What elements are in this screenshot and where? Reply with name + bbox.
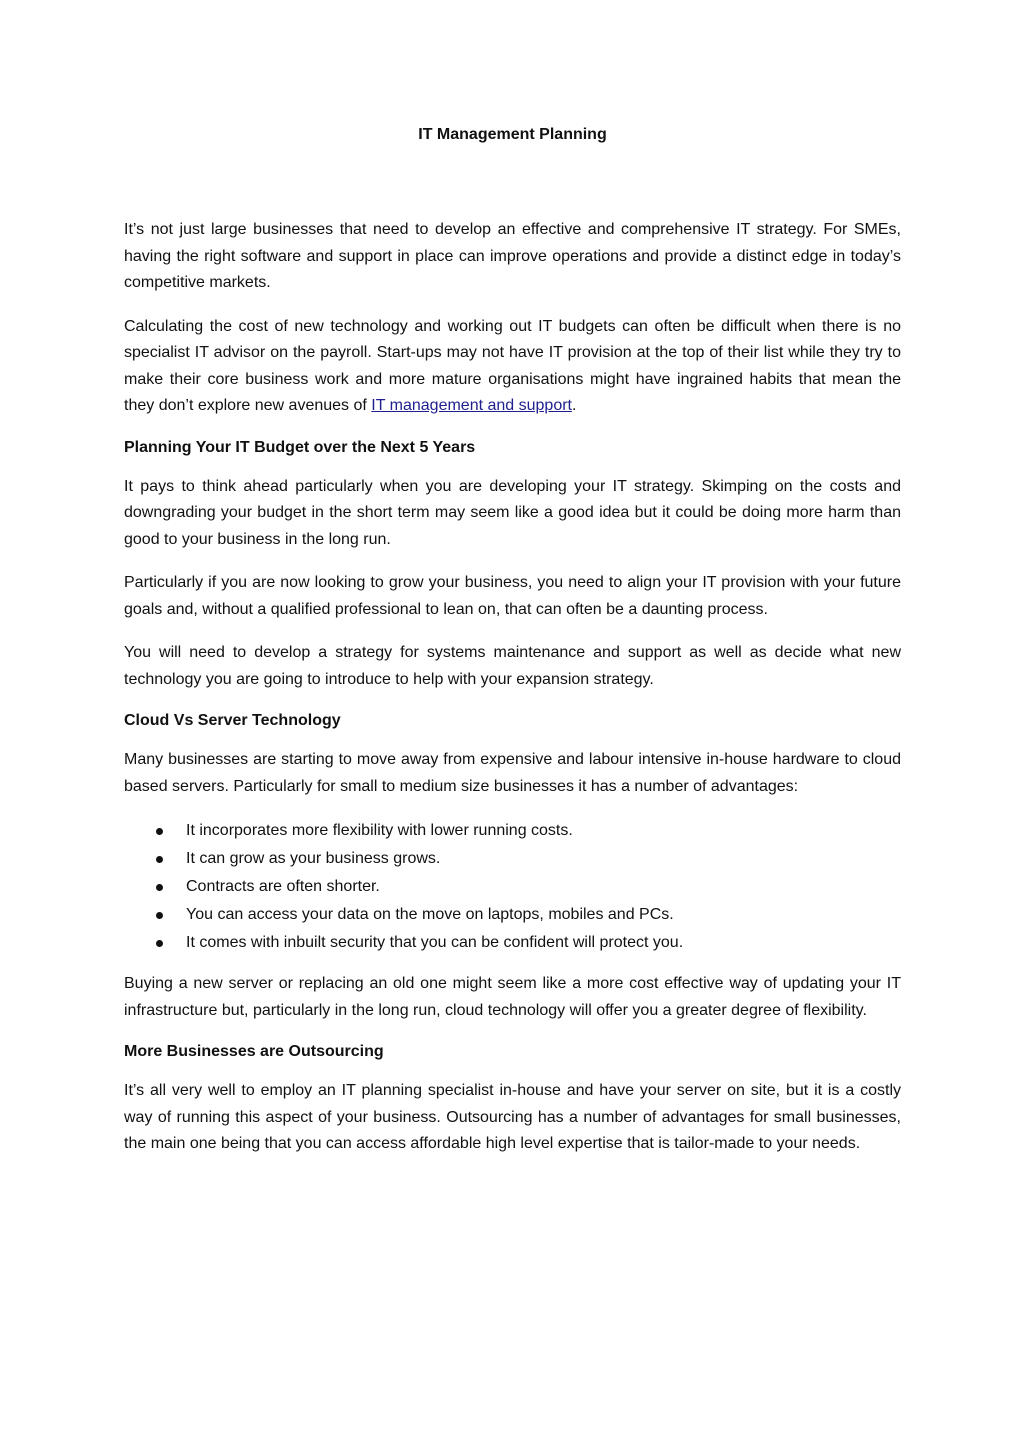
bullet-icon <box>156 912 163 919</box>
bullet-icon <box>156 940 163 947</box>
intro-paragraph-2-text: Calculating the cost of new technology and working out IT budgets can often be difficult when there is no specialist IT advisor on the payroll. Start-ups may not have IT provision at the top of their list while they try to make their core business work and more mature organisations might have ingrained habits that mean the they don’t explore new avenues of <box>124 317 901 414</box>
list-item-text: Contracts are often shorter. <box>186 878 380 895</box>
budget-paragraph-3: You will need to develop a strategy for systems maintenance and support as well as decide what new technology you are going to introduce to help with your expansion strategy. <box>124 644 901 688</box>
list-item-text: You can access your data on the move on laptops, mobiles and PCs. <box>186 906 674 923</box>
list-item-text: It can grow as your business grows. <box>186 850 441 867</box>
list-item-text: It comes with inbuilt security that you can be confident will protect you. <box>186 934 684 951</box>
list-item <box>124 901 901 929</box>
list-item <box>124 873 901 901</box>
list-item-text: It incorporates more flexibility with lower running costs. <box>186 822 573 839</box>
it-management-support-link[interactable]: IT management and support <box>371 397 572 414</box>
intro-paragraph-2-end: . <box>572 397 577 414</box>
budget-paragraph-1: It pays to think ahead particularly when you are developing your IT strategy. Skimping on the costs and downgrading your budget in the short term may seem like a good idea but it could be doing more harm than good to your business in the long run. <box>124 477 901 548</box>
cloud-heading: Cloud Vs Server Technology <box>124 712 341 729</box>
bullet-icon <box>156 884 163 891</box>
intro-paragraph-1: It’s not just large businesses that need to develop an effective and comprehensive IT strategy. For SMEs, having the right software and support in place can improve operations and provide a distinct edge in today’s competitive markets. <box>124 221 901 291</box>
budget-heading: Planning Your IT Budget over the Next 5 Years <box>124 438 476 456</box>
bullet-icon <box>156 828 163 835</box>
budget-paragraph-2: Particularly if you are now looking to grow your business, you need to align your IT provision with your future goals and, without a qualified professional to lean on, that can often be a daunting process. <box>124 574 901 618</box>
outsourcing-heading: More Businesses are Outsourcing <box>124 1043 384 1060</box>
document-title: IT Management Planning <box>418 126 607 143</box>
cloud-paragraph-2: Buying a new server or replacing an old one might seem like a more cost effective way of updating your IT infrastructure but, particularly in the long run, cloud technology will offer you a greater degree of flexibility. <box>124 975 901 1019</box>
cloud-advantages-list <box>124 817 901 957</box>
outsourcing-paragraph-1: It’s all very well to employ an IT planning specialist in-house and have your server on site, but it is a costly way of running this aspect of your business. Outsourcing has a number of advantages for small businesses, the main one being that you can access affordable high level expertise that is tailor-made to your needs. <box>124 1082 901 1152</box>
cloud-paragraph-1: Many businesses are starting to move away from expensive and labour intensive in-house hardware to cloud based servers. Particularly for small to medium size businesses it has a number of advantages: <box>124 751 901 795</box>
bullet-icon <box>156 856 163 863</box>
list-item <box>124 929 901 957</box>
document-page <box>124 124 901 1175</box>
list-item <box>124 817 901 845</box>
list-item <box>124 845 901 873</box>
intro-paragraph-2 <box>124 314 901 420</box>
